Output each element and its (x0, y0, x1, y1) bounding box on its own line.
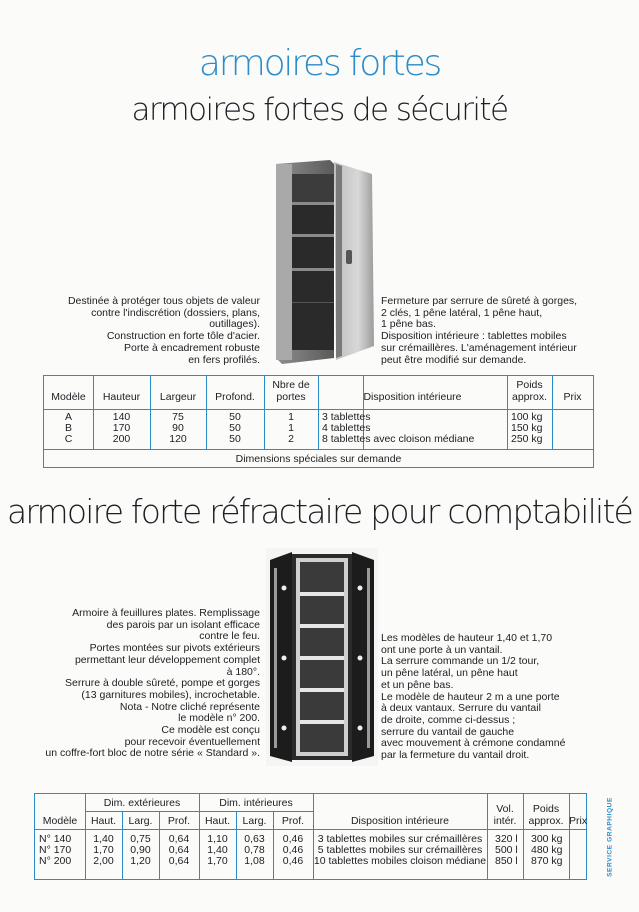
header-volume-line1: Vol. (496, 803, 514, 815)
description-line: contre le feu. (199, 630, 260, 643)
header-profondeur: Profond. (215, 391, 255, 403)
service-graphique-label: SERVICE GRAPHIQUE (606, 796, 614, 877)
header-ext-prof: Prof. (167, 815, 191, 827)
description-line: et un pêne bas. (381, 678, 454, 691)
cell-portes: 1 (288, 411, 294, 423)
description-line: serrure du vantail de gauche (381, 725, 515, 738)
description-line: peut être modifié sur demande. (381, 353, 527, 366)
cell-disposition: 3 tablettes mobiles sur crémaillères (317, 833, 483, 845)
cell-int-larg: 1,08 (244, 855, 265, 867)
header-disposition: Disposition intérieure (350, 815, 450, 827)
cell-poids: 250 kg (511, 433, 543, 445)
cell-modele: N° 200 (39, 855, 72, 867)
header-portes-line1: Nbre de (272, 379, 310, 391)
header-poids-line2: approx. (528, 815, 564, 827)
cell-profondeur: 50 (229, 422, 241, 434)
description-line: de droite, comme ci-dessus ; (381, 713, 516, 726)
description-line: ont une porte à un vantail. (381, 643, 503, 656)
cell-int-larg: 0,78 (244, 844, 265, 856)
fireproof-cabinet-table (34, 793, 587, 880)
header-disposition: Disposition intérieure (363, 391, 462, 403)
cell-ext-haut: 1,40 (93, 833, 114, 845)
security-cabinet-photo (262, 158, 378, 366)
description-line: sur crémaillères. L'aménagement intérieur (381, 341, 577, 354)
cell-volume: 500 l (495, 844, 518, 856)
description-left-2 (0, 608, 260, 760)
cell-hauteur: 140 (112, 411, 131, 423)
cell-poids: 480 kg (531, 844, 563, 856)
description-line: un pêne latéral, un pêne haut (381, 667, 518, 680)
section-title: armoire forte réfractaire pour comptabilité (6, 492, 633, 531)
cell-int-haut: 1,10 (207, 833, 228, 845)
header-modele: Modèle (51, 391, 86, 403)
description-line: à deux vantaux. Serrure du vantail (381, 702, 541, 715)
cell-hauteur: 170 (112, 422, 131, 434)
description-line: outillages). (209, 318, 260, 331)
description-line: pour recevoir éventuellement (124, 735, 260, 748)
description-line: Porte à encadrement robuste (124, 341, 260, 354)
header-int-haut: Haut. (204, 815, 231, 827)
header-hauteur: Hauteur (102, 391, 141, 403)
description-line: avec mouvement à crémone condamné (381, 737, 566, 750)
description-line: Destinée à protéger tous objets de valeur (67, 295, 260, 307)
cell-int-prof: 0,46 (282, 844, 304, 856)
cell-ext-prof: 0,64 (168, 844, 190, 856)
description-line: (13 garnitures mobiles), incrochetable. (81, 688, 260, 701)
description-line: permettant leur développement complet (74, 653, 260, 666)
description-line: 1 pêne bas. (381, 318, 436, 331)
cell-profondeur: 50 (229, 433, 241, 445)
description-line: à 180°. (226, 665, 260, 678)
table-footer-note: Dimensions spéciales sur demande (235, 453, 402, 465)
header-dim-interieures: Dim. intérieures (219, 797, 293, 809)
cell-hauteur: 200 (112, 433, 131, 445)
cell-modele: C (64, 433, 73, 445)
description-right (381, 296, 601, 366)
header-poids-line1: Poids (532, 803, 560, 815)
description-line: Armoire à feuillures plates. Remplissage (72, 607, 260, 619)
description-line: Le modèle de hauteur 2 m a une porte (381, 690, 560, 703)
cell-modele: N° 140 (39, 833, 72, 845)
cell-modele: N° 170 (39, 844, 72, 856)
cell-volume: 850 l (495, 855, 518, 867)
description-line: Disposition intérieure : tablettes mobiles (381, 330, 567, 343)
header-ext-larg: Larg. (128, 815, 153, 827)
cell-largeur: 120 (169, 433, 187, 445)
cell-poids: 300 kg (531, 833, 563, 845)
description-line: 2 clés, 1 pêne latéral, 1 pêne haut, (381, 306, 543, 319)
description-line: en fers profilés. (188, 353, 260, 366)
header-dim-exterieures: Dim. extérieures (103, 797, 181, 809)
header-modele: Modèle (42, 815, 78, 827)
description-line: Construction en forte tôle d'acier. (106, 330, 260, 343)
description-left (0, 296, 260, 366)
cell-disposition: 10 tablettes mobiles cloison médiane (313, 855, 487, 867)
cell-ext-haut: 2,00 (93, 855, 114, 867)
description-line: par la fermeture du vantail droit. (381, 749, 530, 762)
cell-int-haut: 1,40 (207, 844, 228, 856)
cell-portes: 2 (288, 433, 294, 445)
header-poids-line1: Poids (516, 379, 543, 391)
header-prix: Prix (569, 815, 588, 827)
cell-poids: 870 kg (531, 855, 563, 867)
description-line: Ce modèle est conçu (161, 724, 260, 737)
cell-disposition: 3 tablettes (322, 411, 371, 423)
cell-ext-larg: 0,90 (130, 844, 151, 856)
description-line: Serrure à double sûreté, pompe et gorges (65, 677, 260, 690)
cell-disposition: 5 tablettes mobiles sur crémaillères (317, 844, 483, 856)
cell-modele: B (64, 422, 72, 434)
cell-int-prof: 0,46 (282, 855, 304, 867)
cell-poids: 150 kg (511, 422, 543, 434)
header-largeur: Largeur (159, 391, 197, 403)
description-line: Portes montées sur pivots extérieurs (89, 642, 260, 655)
cell-int-haut: 1,70 (207, 855, 228, 867)
fireproof-cabinet-photo (266, 548, 378, 766)
description-line: Les modèles de hauteur 1,40 et 1,70 (381, 632, 553, 644)
header-int-larg: Larg. (242, 815, 267, 827)
cell-ext-prof: 0,64 (168, 833, 190, 845)
cell-ext-prof: 0,64 (168, 855, 190, 867)
description-right-2 (381, 633, 601, 762)
header-ext-haut: Haut. (90, 815, 117, 827)
header-prix: Prix (563, 391, 582, 403)
cell-disposition: 8 tablettes avec cloison médiane (322, 433, 475, 445)
cell-profondeur: 50 (229, 411, 241, 423)
header-volume-line2: intér. (493, 815, 517, 827)
cell-ext-haut: 1,70 (93, 844, 114, 856)
cell-int-prof: 0,46 (282, 833, 304, 845)
cell-largeur: 75 (172, 411, 184, 423)
description-line: des parois par un isolant efficace (106, 618, 260, 631)
cell-ext-larg: 0,75 (130, 833, 151, 845)
cell-volume: 320 l (495, 833, 518, 845)
description-line: La serrure commande un 1/2 tour, (381, 655, 540, 668)
page-subtitle: armoires fortes de sécurité (131, 92, 508, 128)
cell-disposition: 4 tablettes (322, 422, 371, 434)
description-line: un coffre-fort bloc de notre série « Standard ». (45, 747, 260, 760)
header-int-prof: Prof. (281, 815, 305, 827)
cell-ext-larg: 1,20 (130, 855, 151, 867)
cell-poids: 100 kg (511, 411, 543, 423)
description-line: Fermeture par serrure de sûreté à gorges, (381, 295, 578, 307)
cell-modele: A (64, 411, 72, 423)
header-portes-line2: portes (276, 391, 306, 403)
description-line: contre l'indiscrétion (dossiers, plans, (91, 306, 260, 319)
cell-portes: 1 (288, 422, 294, 434)
description-line: Nota - Notre cliché représente (119, 700, 260, 713)
page-title: armoires fortes (198, 43, 441, 84)
cell-int-larg: 0,63 (244, 833, 265, 845)
header-poids-line2: approx. (511, 391, 548, 403)
description-line: le modèle n° 200. (178, 712, 260, 725)
cell-largeur: 90 (172, 422, 184, 434)
security-cabinet-table (43, 375, 594, 468)
